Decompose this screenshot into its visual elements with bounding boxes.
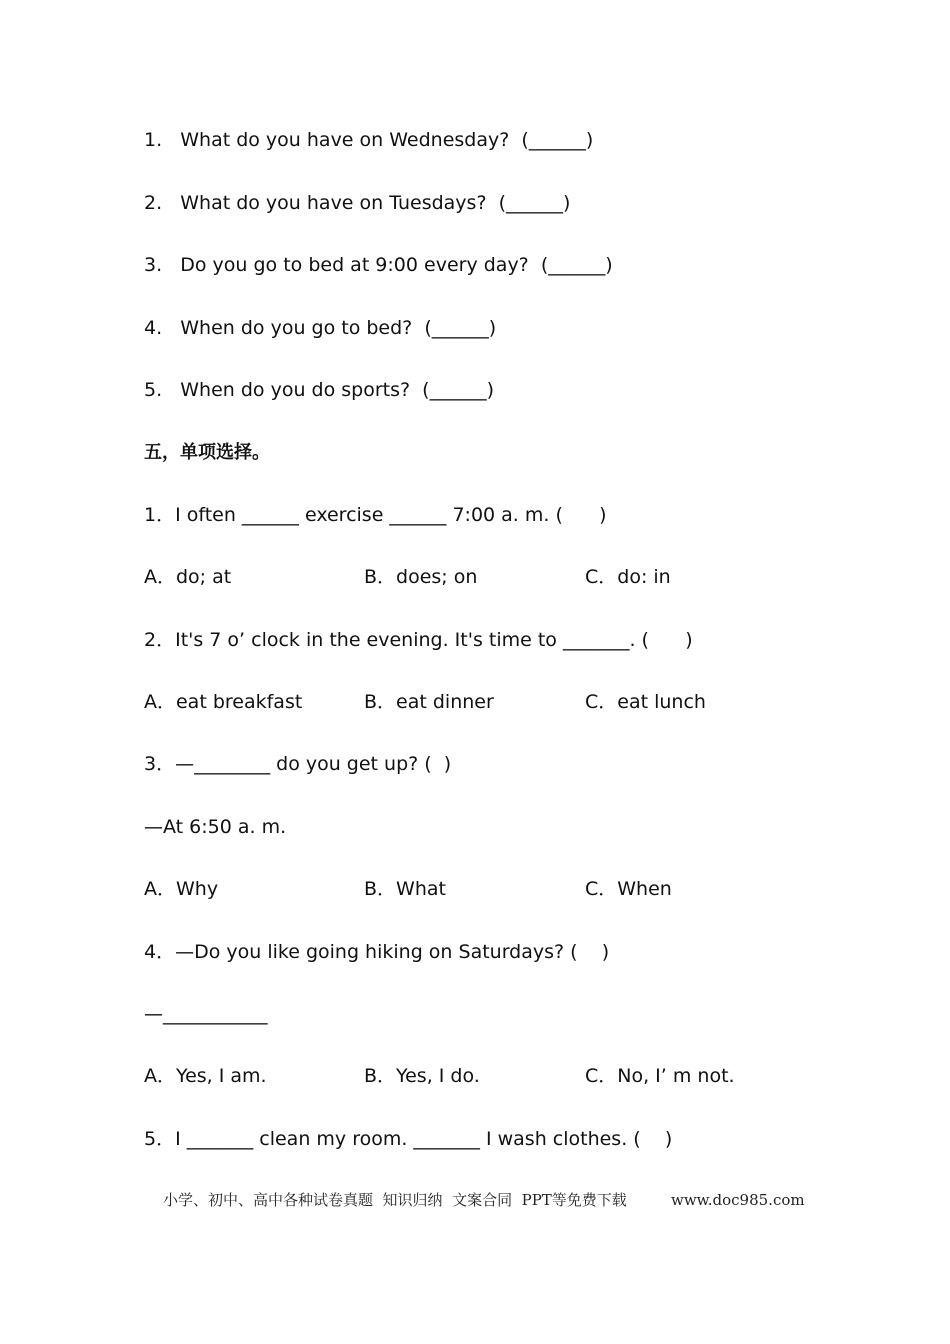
question-1: 1. What do you have on Wednesday? (______) [144, 129, 594, 151]
mc-1-option-b: B．does; on [364, 566, 478, 588]
footer-url: www.doc985.com [671, 1191, 805, 1209]
mc-2-option-a: A．eat breakfast [144, 691, 303, 713]
question-3: 3. Do you go to bed at 9:00 every day? (______) [144, 254, 613, 276]
mc-question-1: 1．I often ______ exercise ______ 7:00 a. m. ( ) [144, 504, 607, 526]
footer-text: 小学、初中、高中各种试卷真题 知识归纳 文案合同 PPT等免费下载 [163, 1191, 627, 1209]
mc-4-option-a: A．Yes, I am. [144, 1065, 267, 1087]
mc-1-option-a: A．do; at [144, 566, 232, 588]
mc-3-option-b: B．What [364, 878, 446, 900]
mc-3-option-c: C．When [585, 878, 672, 900]
mc-3-answer-line: —At 6:50 a. m. [144, 816, 287, 838]
question-2: 2. What do you have on Tuesdays? (______) [144, 192, 571, 214]
section-title: 五，单项选择。 [144, 442, 270, 463]
question-5: 5. When do you do sports? (______) [144, 379, 494, 401]
question-4: 4. When do you go to bed? (______) [144, 317, 497, 339]
mc-4-option-b: B．Yes, I do. [364, 1065, 480, 1087]
mc-question-2: 2．It's 7 o’ clock in the evening. It's time to _______. ( ) [144, 629, 693, 651]
mc-question-5: 5．I _______ clean my room. _______ I wash clothes. ( ) [144, 1128, 673, 1150]
mc-4-option-c: C．No, I’ m not. [585, 1065, 735, 1087]
mc-4-answer-line: —___________ [144, 1003, 268, 1025]
mc-question-3: 3．—________ do you get up? ( ) [144, 753, 452, 775]
mc-2-option-b: B．eat dinner [364, 691, 494, 713]
mc-3-option-a: A．Why [144, 878, 219, 900]
mc-2-option-c: C．eat lunch [585, 691, 706, 713]
mc-1-option-c: C．do: in [585, 566, 671, 588]
mc-question-4: 4．—Do you like going hiking on Saturdays? ( ) [144, 941, 610, 963]
